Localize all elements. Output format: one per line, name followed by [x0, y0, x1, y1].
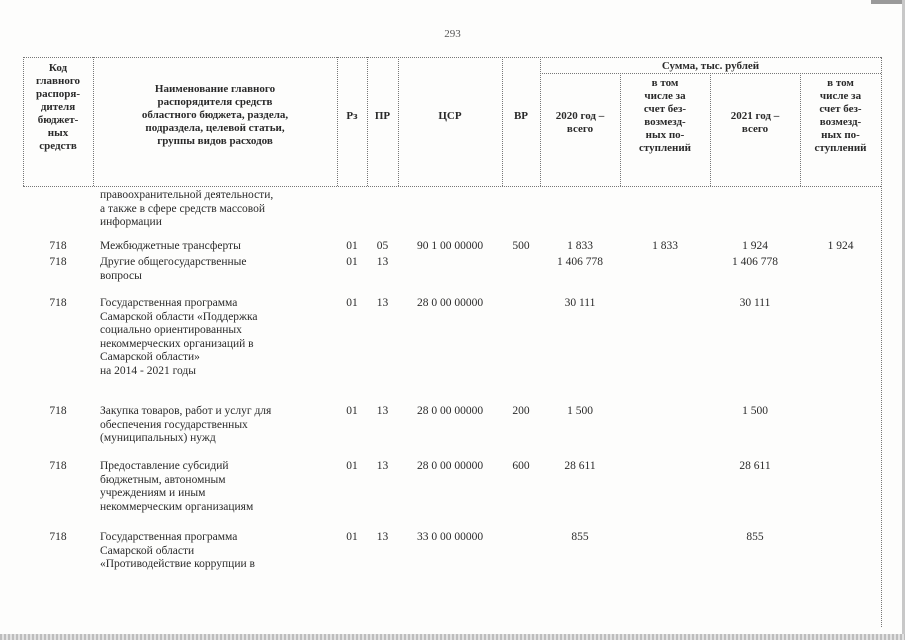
row-code: 718	[49, 405, 67, 417]
header-name: Наименование главного распорядителя средств областного бюджета, раздела, подраздела, целевой статьи, группы видов расходов	[141, 83, 289, 147]
row-name: Государственная программа Самарской области «Противодействие коррупции в	[100, 531, 255, 570]
row-vr: 200	[512, 405, 530, 417]
row-code: 718	[49, 460, 67, 472]
header-csr: ЦСР	[438, 110, 462, 122]
page-number: 293	[444, 28, 461, 40]
header-pr: ПР	[374, 110, 391, 122]
row-2021-total: 1 406 778	[732, 256, 778, 268]
row-2021-total: 28 611	[739, 460, 771, 472]
header-2021-total: 2021 год – всего	[730, 110, 780, 135]
row-name: Другие общегосударственные вопросы	[100, 256, 247, 282]
row-2021-free: 1 924	[827, 240, 854, 252]
row-name: правоохранительной деятельности, а также в сфере средств массовой информации	[100, 189, 274, 228]
row-rz: 01	[346, 405, 358, 417]
header-sum: Сумма, тыс. рублей	[661, 60, 760, 72]
row-code: 718	[49, 240, 67, 252]
row-2020-total: 30 111	[564, 297, 596, 309]
row-csr: 90 1 00 00000	[416, 240, 484, 252]
row-code: 718	[49, 531, 67, 543]
row-pr: 13	[376, 460, 389, 472]
row-csr: 28 0 00 00000	[416, 405, 484, 417]
row-rz: 01	[346, 256, 358, 268]
row-pr: 13	[376, 297, 389, 309]
row-2020-total: 1 833	[567, 240, 593, 252]
header-code: Код главного распоря- дителя бюджет- ных средств	[35, 62, 81, 152]
row-rz: 01	[346, 460, 358, 472]
row-2021-total: 30 111	[739, 297, 771, 309]
row-name: Государственная программа Самарской области «Поддержка социально ориентированных некоммерческих организаций в Самарской области» на 2014 - 2021 годы	[100, 297, 258, 377]
row-2020-total: 855	[571, 531, 589, 543]
header-top-border	[23, 57, 881, 58]
row-2020-free: 1 833	[652, 240, 678, 252]
row-name: Предоставление субсидий бюджетным, автономным учреждениям и иным некоммерческим организациям	[100, 460, 254, 513]
row-pr: 13	[376, 405, 389, 417]
header-vr: ВР	[513, 110, 529, 122]
row-2020-total: 1 406 778	[557, 256, 603, 268]
header-rz: Рз	[346, 110, 358, 122]
row-2020-total: 28 611	[564, 460, 596, 472]
header-bottom-border	[23, 186, 881, 187]
row-2021-total: 1 924	[742, 240, 768, 252]
header-2020-free: в том числе за счет без- возмезд- ных по- ступлений	[638, 77, 692, 154]
header-2021-free: в том числе за счет без- возмезд- ных по- ступлений	[814, 77, 867, 154]
scan-corner-mark	[871, 0, 905, 4]
row-rz: 01	[346, 297, 358, 309]
header-2020-total: 2020 год – всего	[555, 110, 605, 135]
scan-edge-bottom	[0, 634, 905, 640]
row-rz: 01	[346, 531, 358, 543]
row-pr: 05	[376, 240, 389, 252]
row-csr: 28 0 00 00000	[416, 297, 484, 309]
row-code: 718	[49, 297, 67, 309]
row-csr: 28 0 00 00000	[416, 460, 484, 472]
row-name: Закупка товаров, работ и услуг для обеспечения государственных (муниципальных) нужд	[100, 405, 272, 444]
row-2020-total: 1 500	[567, 405, 593, 417]
row-vr: 500	[512, 240, 530, 252]
row-2021-total: 1 500	[742, 405, 768, 417]
row-2021-total: 855	[746, 531, 764, 543]
table-right-border	[881, 57, 882, 627]
row-pr: 13	[376, 256, 389, 268]
row-csr: 33 0 00 00000	[416, 531, 484, 543]
row-vr: 600	[512, 460, 530, 472]
row-rz: 01	[346, 240, 358, 252]
row-name: Межбюджетные трансферты	[100, 240, 241, 252]
row-pr: 13	[376, 531, 389, 543]
row-code: 718	[49, 256, 67, 268]
